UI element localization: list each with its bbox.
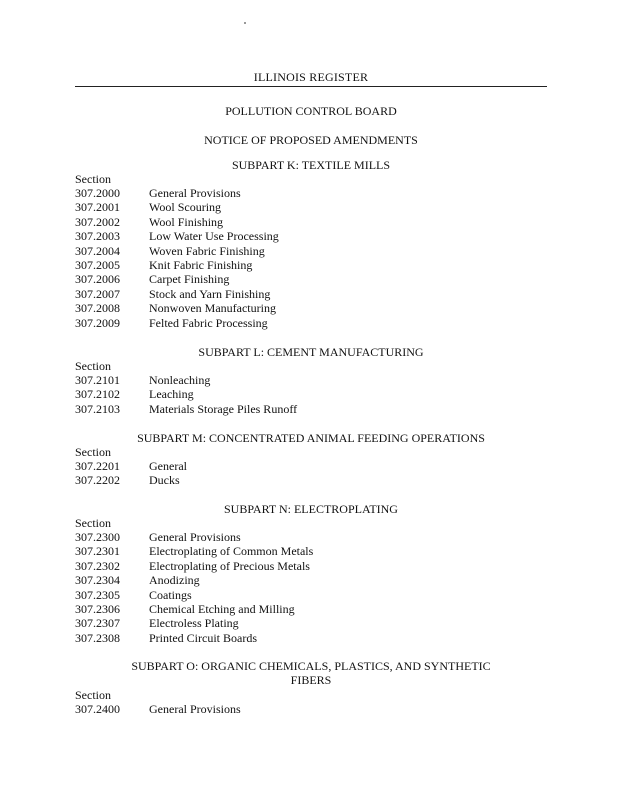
section-entry — [75, 387, 547, 401]
section-label: Section — [75, 172, 111, 186]
section-title: Electroless Plating — [149, 616, 239, 631]
section-number: 307.2003 — [75, 229, 120, 244]
subpart-n-title: SUBPART N: ELECTROPLATING — [224, 502, 398, 516]
section-title: Wool Finishing — [149, 214, 224, 229]
section-title: Wool Scouring — [149, 200, 222, 215]
subpart-k-sections — [75, 186, 547, 330]
section-label: Section — [75, 516, 111, 530]
subpart-n-sections — [75, 530, 547, 645]
section-title: Nonwoven Manufacturing — [149, 301, 276, 316]
section-entry — [75, 631, 547, 645]
section-title: Electroplating of Common Metals — [149, 544, 314, 559]
section-title: General — [149, 459, 187, 473]
section-entry — [75, 287, 547, 301]
subpart-m-sections — [75, 459, 547, 488]
section-entry — [75, 559, 547, 573]
section-title: Materials Storage Piles Runoff — [149, 401, 298, 416]
section-entry — [75, 544, 547, 558]
section-number: 307.2307 — [75, 616, 120, 631]
section-number: 307.2301 — [75, 544, 120, 559]
subpart-k-title: SUBPART K: TEXTILE MILLS — [231, 158, 391, 172]
section-title: Leaching — [149, 387, 194, 402]
section-title: Printed Circuit Boards — [149, 630, 257, 645]
section-number: 307.2001 — [75, 200, 120, 215]
section-title: Felted Fabric Processing — [149, 315, 268, 330]
section-number: 307.2308 — [75, 630, 120, 645]
section-title: General Provisions — [149, 530, 241, 544]
section-title: Ducks — [149, 473, 180, 488]
section-entry — [75, 602, 547, 616]
section-title: Low Water Use Processing — [149, 229, 279, 244]
section-number: 307.2007 — [75, 286, 120, 301]
section-number: 307.2102 — [75, 387, 120, 402]
section-entry — [75, 616, 547, 630]
scan-speck — [244, 22, 246, 24]
section-number: 307.2300 — [75, 530, 120, 544]
section-number: 307.2005 — [75, 257, 120, 272]
section-number: 307.2009 — [75, 315, 120, 330]
section-title: General Provisions — [149, 186, 241, 200]
section-entry — [75, 573, 547, 587]
section-entry — [75, 244, 547, 258]
section-entry — [75, 373, 547, 387]
section-entry — [75, 215, 547, 229]
section-entry — [75, 301, 547, 315]
section-entry — [75, 459, 547, 473]
section-number: 307.2103 — [75, 401, 120, 416]
section-number: 307.2008 — [75, 301, 120, 316]
section-entry — [75, 473, 547, 487]
section-number: 307.2101 — [75, 373, 120, 387]
section-entry — [75, 258, 547, 272]
subpart-o-title: SUBPART O: ORGANIC CHEMICALS, PLASTICS, AND SYNTHETIC — [131, 659, 491, 673]
register-header: ILLINOIS REGISTER — [253, 70, 369, 84]
section-entry — [75, 186, 547, 200]
notice-title: NOTICE OF PROPOSED AMENDMENTS — [204, 133, 418, 147]
section-entry — [75, 588, 547, 602]
section-number: 307.2202 — [75, 473, 120, 488]
subpart-l-sections — [75, 373, 547, 416]
section-number: 307.2201 — [75, 459, 120, 473]
subpart-m-title: SUBPART M: CONCENTRATED ANIMAL FEEDING OPERATIONS — [137, 431, 485, 445]
section-title: Woven Fabric Finishing — [149, 243, 265, 258]
section-entry — [75, 530, 547, 544]
section-entry — [75, 200, 547, 214]
section-title: Anodizing — [149, 573, 200, 588]
section-number: 307.2004 — [75, 243, 120, 258]
section-title: Stock and Yarn Finishing — [149, 286, 271, 301]
subpart-o-sections — [75, 702, 547, 716]
agency-title: POLLUTION CONTROL BOARD — [225, 104, 397, 118]
section-number: 307.2006 — [75, 272, 120, 287]
section-number: 307.2304 — [75, 573, 120, 588]
section-entry — [75, 702, 547, 716]
section-number: 307.2305 — [75, 587, 120, 602]
section-label: Section — [75, 445, 111, 459]
section-title: Chemical Etching and Milling — [149, 601, 295, 616]
section-entry — [75, 402, 547, 416]
section-number: 307.2400 — [75, 702, 120, 716]
subpart-o-title-cont: FIBERS — [290, 673, 332, 687]
section-title: General Provisions — [149, 702, 241, 716]
section-number: 307.2002 — [75, 214, 120, 229]
section-label: Section — [75, 359, 111, 373]
section-title: Knit Fabric Finishing — [149, 257, 253, 272]
section-title: Coatings — [149, 587, 192, 602]
section-title: Nonleaching — [149, 373, 211, 387]
section-entry — [75, 229, 547, 243]
section-label: Section — [75, 688, 111, 702]
section-entry — [75, 272, 547, 286]
section-number: 307.2000 — [75, 186, 120, 200]
section-entry — [75, 316, 547, 330]
section-number: 307.2306 — [75, 601, 120, 616]
section-title: Carpet Finishing — [149, 272, 230, 287]
header-rule — [75, 86, 547, 87]
section-title: Electroplating of Precious Metals — [149, 558, 310, 573]
subpart-l-title: SUBPART L: CEMENT MANUFACTURING — [198, 345, 424, 359]
section-number: 307.2302 — [75, 558, 120, 573]
